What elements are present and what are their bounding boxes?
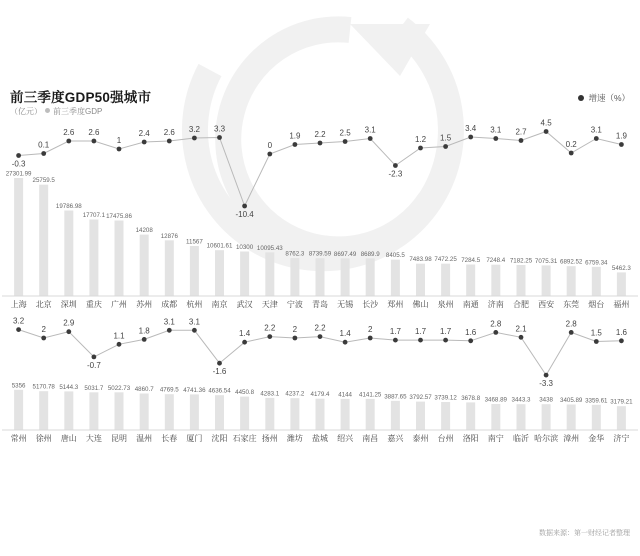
gdp-value-label: 4144 xyxy=(338,391,352,399)
gdp-bar xyxy=(466,265,475,297)
growth-point xyxy=(343,139,348,144)
gdp-bar xyxy=(64,391,73,430)
growth-point xyxy=(293,142,298,147)
gdp-value-label: 5462.3 xyxy=(611,264,631,272)
gdp-bar xyxy=(190,246,199,296)
gdp-bar xyxy=(165,394,174,430)
growth-point xyxy=(217,135,222,140)
growth-point xyxy=(619,142,624,147)
city-label: 佛山 xyxy=(412,300,429,309)
growth-point xyxy=(493,330,498,335)
city-label: 昆明 xyxy=(111,434,127,443)
growth-value-label: 3.1 xyxy=(364,125,376,135)
growth-value-label: 1.7 xyxy=(389,327,401,337)
gdp-value-label: 10601.61 xyxy=(206,242,233,250)
growth-value-label: 2.8 xyxy=(565,319,577,329)
gdp-bar xyxy=(391,260,400,296)
gdp-value-label: 4450.8 xyxy=(235,389,255,397)
growth-point xyxy=(569,151,574,156)
growth-value-label: 1.7 xyxy=(440,327,452,337)
gdp-value-label: 4141.25 xyxy=(359,391,382,399)
growth-value-label: 0.2 xyxy=(565,140,577,149)
city-label: 重庆 xyxy=(85,300,102,309)
gdp-value-label: 5144.3 xyxy=(59,383,79,391)
gdp-bar xyxy=(491,265,500,296)
growth-point xyxy=(318,141,323,146)
city-label: 郑州 xyxy=(387,300,404,309)
growth-value-label: 1.9 xyxy=(289,131,301,141)
growth-value-label: 1 xyxy=(116,136,122,145)
growth-value-label: 2 xyxy=(41,325,46,334)
source-note: 数据来源：第一财经记者整理 xyxy=(539,530,630,537)
growth-value-label: 2.7 xyxy=(515,127,527,137)
subtitle-unit: （亿元） xyxy=(10,107,42,116)
gdp-value-label: 8689.9 xyxy=(360,250,380,258)
gdp-bar xyxy=(165,240,174,296)
city-label: 石家庄 xyxy=(232,434,257,443)
growth-value-label: 1.1 xyxy=(113,331,125,341)
growth-value-label: 2.6 xyxy=(88,128,100,137)
gdp-bar xyxy=(316,399,325,430)
growth-point xyxy=(167,139,172,144)
city-label: 福州 xyxy=(613,300,630,309)
gdp-bar xyxy=(517,404,526,430)
gdp-bar xyxy=(391,401,400,430)
growth-point xyxy=(493,136,498,141)
growth-point xyxy=(242,340,247,345)
city-label: 洛阳 xyxy=(462,434,479,443)
growth-value-label: 0 xyxy=(267,141,273,150)
gdp-value-label: 7284.5 xyxy=(461,257,481,264)
growth-point xyxy=(443,144,448,149)
gdp-value-label: 12876 xyxy=(160,232,178,240)
gdp-bar xyxy=(39,185,48,296)
gdp-value-label: 3443.3 xyxy=(511,396,531,404)
gdp-value-label: 3678.8 xyxy=(461,394,481,402)
growth-point xyxy=(569,330,574,335)
growth-value-label: -10.4 xyxy=(235,210,254,219)
gdp-bar xyxy=(215,395,224,430)
gdp-bar xyxy=(14,390,23,430)
chart-panel-top xyxy=(0,118,640,318)
gdp-bar xyxy=(491,404,500,430)
city-label: 沈阳 xyxy=(211,434,228,443)
growth-point xyxy=(41,336,46,341)
growth-value-label: 3.1 xyxy=(188,317,200,327)
growth-point xyxy=(468,135,473,140)
city-label: 绍兴 xyxy=(337,434,354,443)
gdp-bar xyxy=(341,399,350,430)
city-label: 烟台 xyxy=(588,300,605,309)
growth-point xyxy=(468,338,473,343)
growth-value-label: 1.2 xyxy=(414,135,427,144)
legend-line-dot-icon xyxy=(578,95,584,101)
gdp-bar xyxy=(416,402,425,430)
growth-value-label: 2.5 xyxy=(339,128,351,138)
growth-point xyxy=(66,329,71,334)
gdp-bar xyxy=(140,235,149,296)
gdp-value-label: 7075.31 xyxy=(534,257,558,265)
city-label: 无锡 xyxy=(337,300,354,309)
gdp-value-label: 5356 xyxy=(11,382,26,390)
gdp-value-label: 3179.21 xyxy=(610,398,633,406)
growth-value-label: 3.2 xyxy=(188,125,200,134)
city-label: 合肥 xyxy=(513,300,529,309)
city-label: 西安 xyxy=(538,300,555,309)
growth-point xyxy=(519,335,524,340)
legend-growth-label: 增速（%） xyxy=(588,93,630,103)
city-label: 南昌 xyxy=(362,434,379,443)
growth-point xyxy=(66,139,71,144)
growth-value-label: 0.1 xyxy=(38,140,50,150)
growth-value-label: 1.8 xyxy=(138,326,150,336)
growth-point xyxy=(192,328,197,333)
growth-point xyxy=(544,373,549,378)
growth-value-label: 2.2 xyxy=(264,323,276,333)
gdp-value-label: 5170.78 xyxy=(32,383,55,391)
gdp-value-label: 5031.7 xyxy=(84,384,104,392)
growth-value-label: 3.1 xyxy=(163,317,175,327)
gdp-value-label: 4741.36 xyxy=(183,386,206,394)
growth-point xyxy=(418,146,423,151)
city-label: 成都 xyxy=(161,300,178,309)
gdp-value-label: 6759.34 xyxy=(585,259,608,267)
legend-growth xyxy=(578,92,630,104)
gdp-bar xyxy=(190,394,199,430)
city-label: 武汉 xyxy=(236,300,253,309)
gdp-bar xyxy=(265,398,274,430)
legend-bar-dot-icon xyxy=(45,108,50,113)
gdp-bar xyxy=(366,258,375,296)
chart-panel-bottom xyxy=(0,316,640,452)
growth-point xyxy=(343,340,348,345)
growth-point xyxy=(393,338,398,343)
growth-value-label: 2.1 xyxy=(515,324,527,334)
gdp-bar xyxy=(441,402,450,430)
gdp-value-label: 14208 xyxy=(135,227,153,235)
city-label: 泰州 xyxy=(412,434,429,443)
growth-value-label: 2 xyxy=(292,325,298,334)
growth-value-label: -1.6 xyxy=(212,367,227,377)
city-label: 常州 xyxy=(10,434,27,443)
growth-point xyxy=(293,336,298,341)
gdp-bar xyxy=(366,399,375,430)
gdp-bar xyxy=(140,394,149,431)
gdp-value-label: 3405.89 xyxy=(560,397,583,404)
gdp-bar xyxy=(290,258,299,296)
chart-svg-bottom xyxy=(0,316,640,452)
gdp-bar xyxy=(240,397,249,430)
gdp-value-label: 8405.5 xyxy=(385,252,405,260)
city-label: 台州 xyxy=(437,434,454,443)
gdp-bar xyxy=(341,258,350,296)
gdp-value-label: 10300 xyxy=(235,244,254,251)
gdp-bar xyxy=(542,265,551,296)
growth-point xyxy=(393,163,398,168)
growth-point xyxy=(318,334,323,339)
gdp-value-label: 8762.3 xyxy=(285,250,305,258)
gdp-value-label: 27301.99 xyxy=(5,170,32,178)
growth-point xyxy=(192,136,197,141)
gdp-bar xyxy=(64,211,73,297)
growth-point xyxy=(443,338,448,343)
gdp-bar xyxy=(517,265,526,296)
growth-value-label: 1.4 xyxy=(339,329,351,339)
subtitle-series: 前三季度GDP xyxy=(53,107,103,116)
growth-point xyxy=(619,338,624,343)
growth-point xyxy=(142,140,147,145)
growth-value-label: -0.3 xyxy=(11,159,26,169)
gdp-value-label: 3739.12 xyxy=(434,394,457,402)
city-label: 临沂 xyxy=(513,434,529,443)
growth-point xyxy=(544,129,549,134)
growth-value-label: 1.5 xyxy=(590,328,602,338)
city-label: 厦门 xyxy=(186,434,203,443)
city-label: 徐州 xyxy=(35,434,52,443)
page-title: 前三季度GDP50强城市 xyxy=(10,90,152,105)
growth-point xyxy=(267,334,272,339)
growth-value-label: 2.6 xyxy=(163,128,175,137)
city-label: 南通 xyxy=(462,300,479,309)
growth-point xyxy=(142,337,147,342)
gdp-bar xyxy=(416,264,425,296)
gdp-bar xyxy=(115,392,124,430)
gdp-value-label: 5022.73 xyxy=(107,384,131,392)
growth-point xyxy=(519,138,524,143)
gdp-value-label: 6892.52 xyxy=(560,258,583,266)
growth-value-label: 2.8 xyxy=(490,319,502,329)
growth-point xyxy=(41,151,46,156)
city-label: 天津 xyxy=(261,300,278,309)
city-label: 漳州 xyxy=(563,434,580,443)
gdp-bar xyxy=(265,252,274,296)
gdp-bar xyxy=(567,405,576,431)
growth-point xyxy=(117,147,122,152)
gdp-value-label: 10095.43 xyxy=(256,244,283,252)
city-label: 宁波 xyxy=(286,300,303,309)
growth-value-label: 1.5 xyxy=(440,133,452,143)
growth-point xyxy=(594,339,599,344)
gdp-bar xyxy=(39,391,48,430)
city-label: 温州 xyxy=(136,434,153,443)
gdp-value-label: 4237.2 xyxy=(285,390,305,398)
gdp-bar xyxy=(592,405,601,430)
growth-value-label: 3.1 xyxy=(490,125,502,135)
city-label: 盐城 xyxy=(312,434,328,443)
growth-point xyxy=(92,139,97,144)
gdp-value-label: 11567 xyxy=(186,238,203,246)
city-label: 扬州 xyxy=(261,434,278,443)
gdp-value-label: 25759.5 xyxy=(32,177,55,185)
growth-value-label: 2 xyxy=(367,325,373,334)
city-label: 唐山 xyxy=(60,434,77,443)
growth-value-label: 1.6 xyxy=(465,327,477,337)
gdp-bar xyxy=(89,392,98,430)
gdp-bar xyxy=(89,220,98,297)
growth-point xyxy=(167,328,172,333)
growth-value-label: 3.2 xyxy=(13,316,25,326)
growth-point xyxy=(368,336,373,341)
gdp-value-label: 8739.59 xyxy=(308,250,332,258)
city-label: 潍坊 xyxy=(286,434,303,443)
city-label: 长沙 xyxy=(362,300,379,309)
growth-value-label: 4.5 xyxy=(540,118,552,128)
gdp-value-label: 3438 xyxy=(539,396,553,404)
gdp-value-label: 7248.4 xyxy=(486,257,506,265)
gdp-value-label: 17707.1 xyxy=(82,212,106,219)
city-label: 金华 xyxy=(588,434,605,443)
gdp-value-label: 7472.25 xyxy=(434,256,457,264)
gdp-value-label: 19786.98 xyxy=(55,203,82,210)
growth-point xyxy=(368,136,373,141)
gdp-value-label: 3468.89 xyxy=(484,396,507,404)
city-label: 东莞 xyxy=(563,300,580,309)
growth-value-label: 1.4 xyxy=(239,329,251,339)
gdp-value-label: 17475.86 xyxy=(106,213,132,220)
city-label: 北京 xyxy=(35,300,52,309)
growth-point xyxy=(117,342,122,347)
chart-svg-top xyxy=(0,118,640,318)
gdp-value-label: 4769.5 xyxy=(159,386,179,394)
city-label: 深圳 xyxy=(60,300,77,309)
city-label: 广州 xyxy=(111,300,127,309)
growth-value-label: -2.3 xyxy=(388,169,403,179)
growth-value-label: 1.7 xyxy=(414,327,427,337)
growth-value-label: -3.3 xyxy=(539,379,553,389)
gdp-value-label: 7182.25 xyxy=(509,257,533,265)
growth-point xyxy=(267,152,272,157)
gdp-bar xyxy=(14,178,23,296)
growth-value-label: 2.9 xyxy=(63,318,75,328)
city-label: 嘉兴 xyxy=(387,434,404,443)
gdp-value-label: 3887.65 xyxy=(384,393,407,401)
city-label: 长春 xyxy=(161,434,178,443)
city-label: 济南 xyxy=(487,300,504,309)
city-label: 济宁 xyxy=(613,434,630,443)
growth-value-label: 2.2 xyxy=(314,323,326,333)
growth-point xyxy=(16,153,21,158)
growth-value-label: 1.6 xyxy=(615,327,627,337)
growth-point xyxy=(418,338,423,343)
gdp-bar xyxy=(617,406,626,430)
gdp-bar xyxy=(115,221,124,297)
city-label: 哈尔滨 xyxy=(534,434,559,443)
gdp-bar xyxy=(316,258,325,296)
growth-point xyxy=(92,355,97,360)
growth-value-label: -0.7 xyxy=(87,360,101,370)
growth-point xyxy=(16,327,21,332)
city-label: 上海 xyxy=(10,300,27,309)
gdp-value-label: 4636.54 xyxy=(208,387,231,395)
growth-point xyxy=(594,136,599,141)
gdp-value-label: 3359.61 xyxy=(585,397,608,405)
growth-value-label: 2.2 xyxy=(314,130,326,139)
city-label: 杭州 xyxy=(186,300,203,309)
city-label: 泉州 xyxy=(437,300,454,309)
gdp-bar xyxy=(290,398,299,430)
gdp-bar xyxy=(215,250,224,296)
city-label: 南京 xyxy=(211,300,228,309)
chart-subtitle xyxy=(10,106,102,117)
growth-value-label: 2.6 xyxy=(63,128,75,137)
gdp-bar xyxy=(617,272,626,296)
growth-value-label: 3.1 xyxy=(590,125,602,135)
gdp-value-label: 4179.4 xyxy=(310,391,330,399)
growth-value-label: 2.4 xyxy=(138,129,150,138)
gdp-value-label: 4860.7 xyxy=(134,386,154,393)
gdp-bar xyxy=(542,404,551,430)
city-label: 大连 xyxy=(85,434,102,443)
gdp-bar xyxy=(466,402,475,430)
growth-value-label: 3.4 xyxy=(465,124,477,133)
gdp-bar xyxy=(592,267,601,296)
growth-value-label: 1.9 xyxy=(615,131,627,141)
gdp-bar xyxy=(240,252,249,297)
city-label: 苏州 xyxy=(136,300,153,309)
gdp-bar xyxy=(441,264,450,296)
gdp-value-label: 4283.1 xyxy=(260,390,280,398)
gdp-value-label: 8697.49 xyxy=(333,250,357,258)
city-label: 南宁 xyxy=(487,434,504,443)
gdp-value-label: 7483.98 xyxy=(409,256,432,264)
gdp-value-label: 3792.57 xyxy=(409,394,432,402)
gdp-bar xyxy=(567,266,576,296)
growth-point xyxy=(242,204,247,209)
city-label: 青岛 xyxy=(312,300,328,309)
growth-value-label: 3.3 xyxy=(213,124,226,134)
growth-point xyxy=(217,361,222,366)
